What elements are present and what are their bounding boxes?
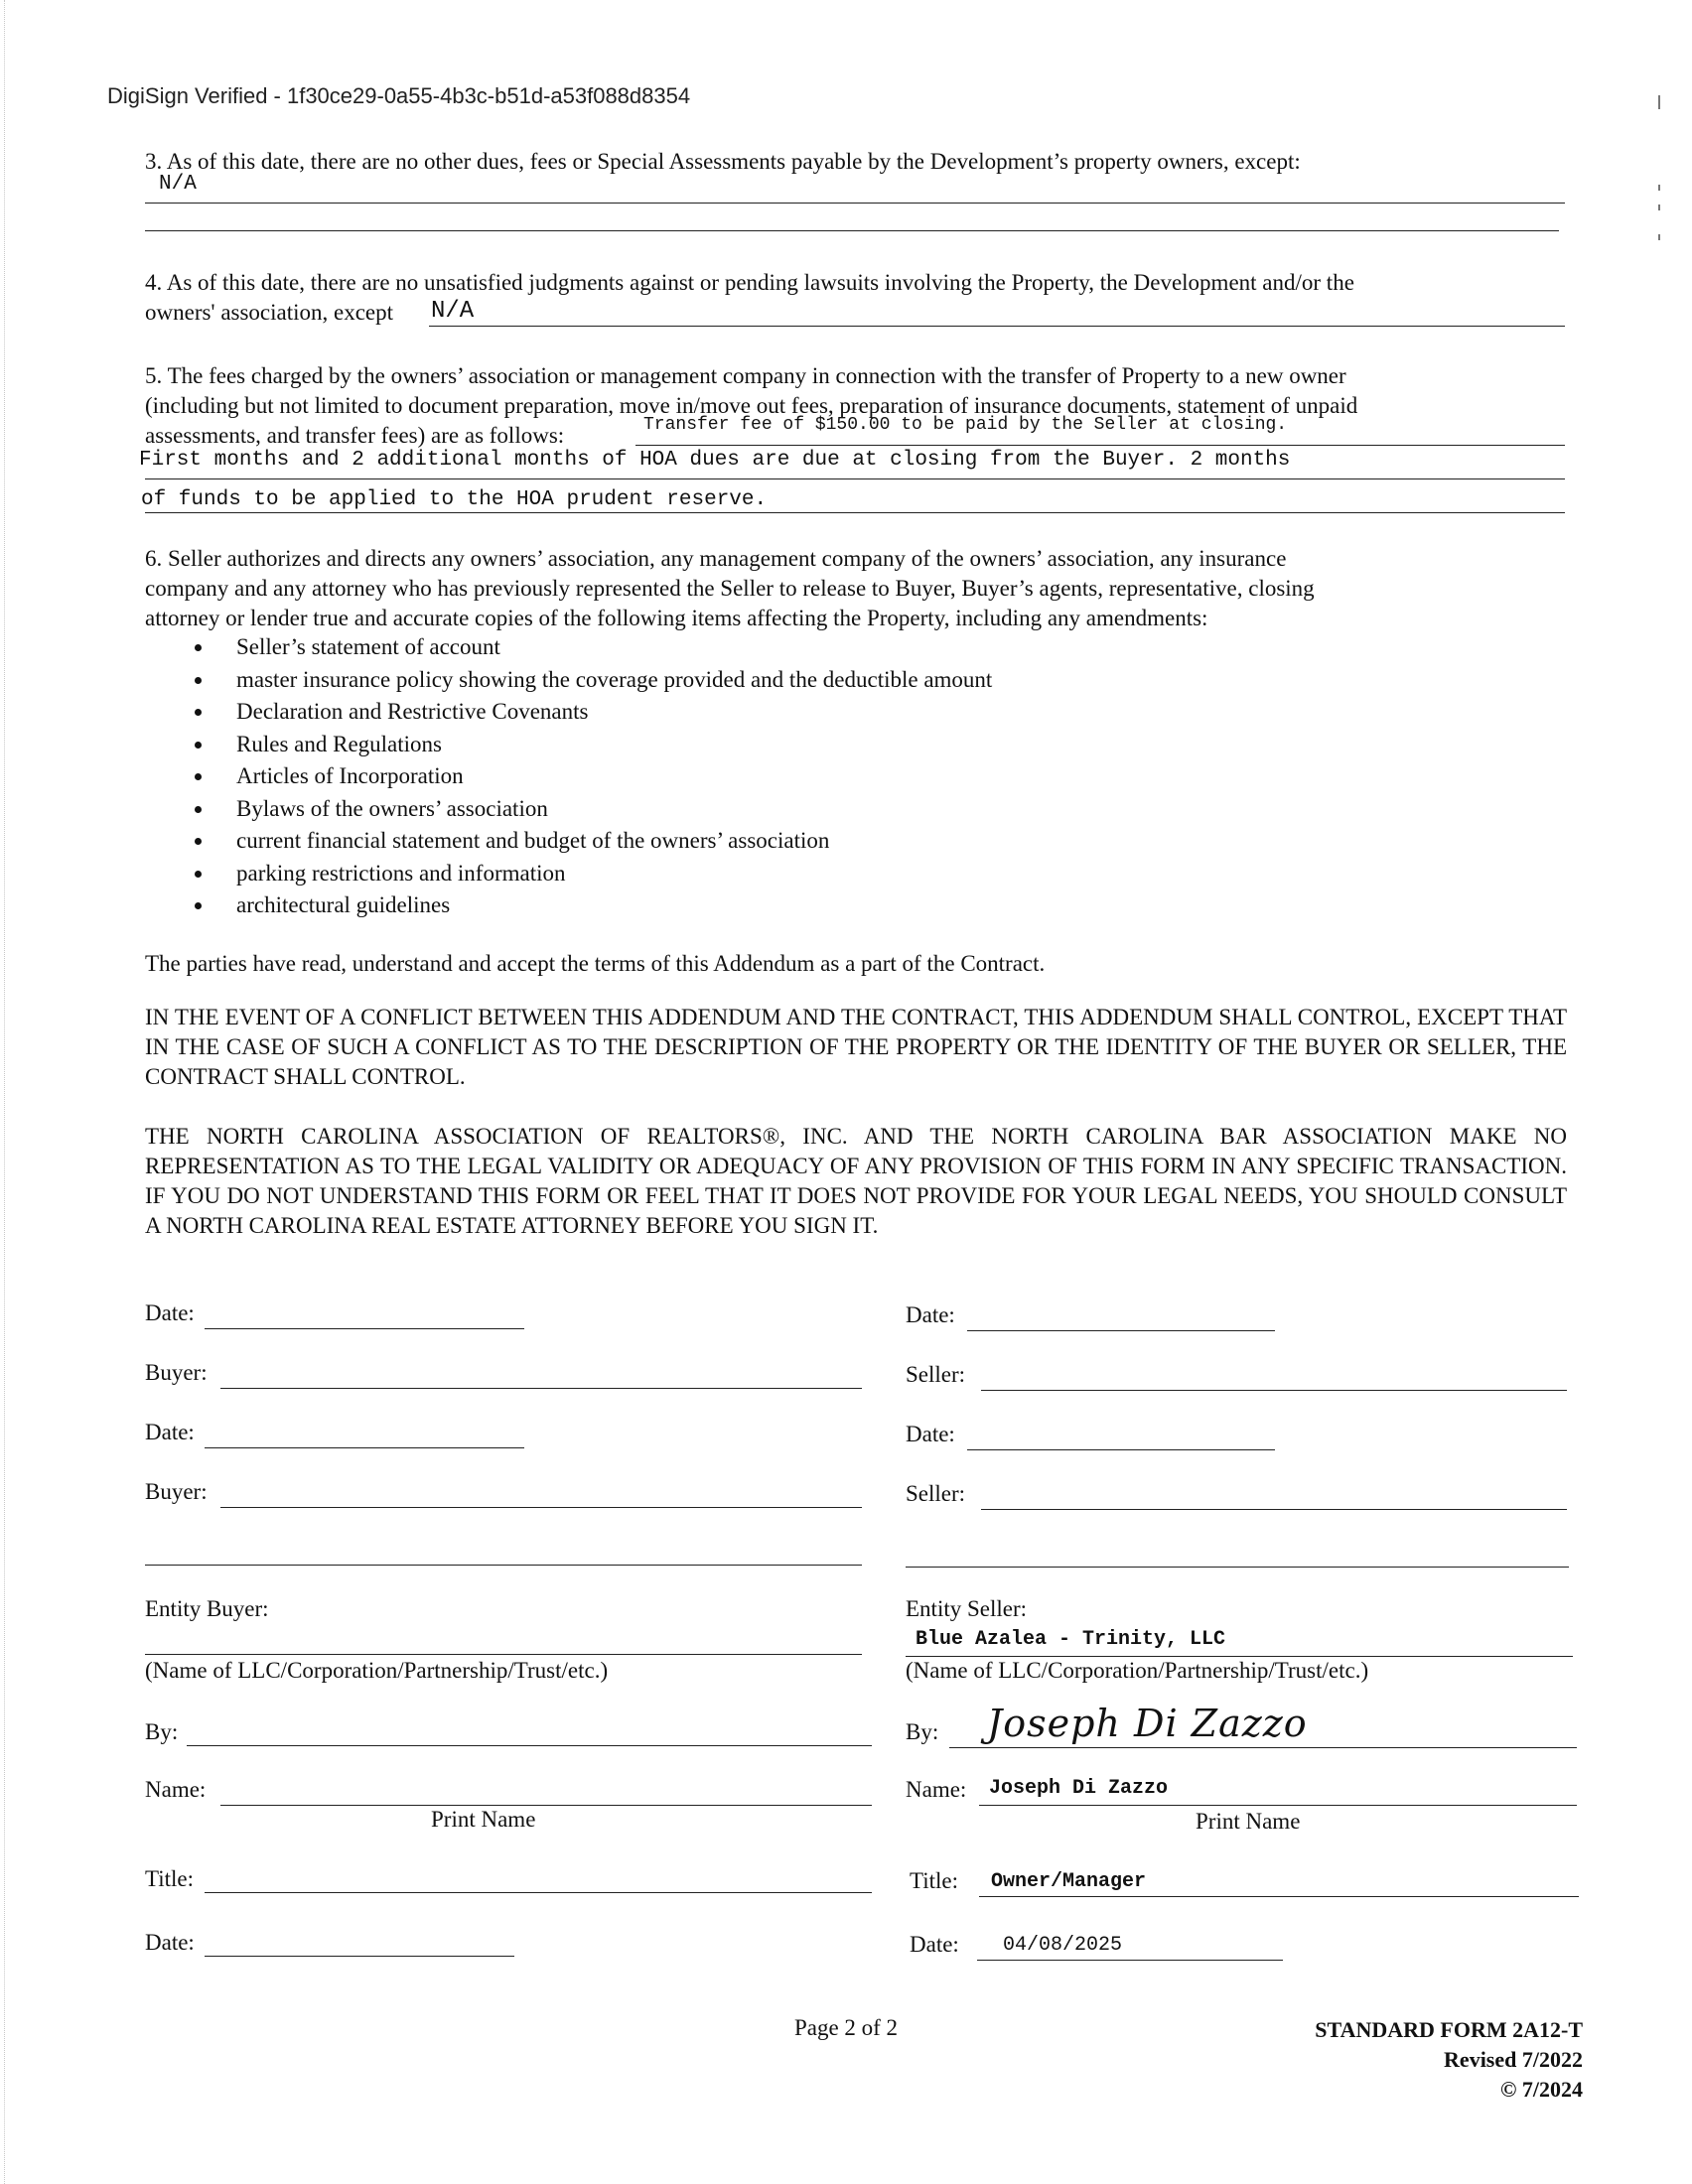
buyer-label: Buyer: <box>145 1360 208 1385</box>
buyer-date-label: Date: <box>145 1300 195 1325</box>
buyer-date-line-2[interactable] <box>205 1447 524 1448</box>
buyer-signature-line[interactable] <box>220 1388 862 1389</box>
entity-seller-title: Owner/Manager <box>991 1870 1147 1893</box>
acceptance-statement: The parties have read, understand and accept the terms of this Addendum as a part of the Contract. <box>145 951 1046 976</box>
seller-label-2: Seller: <box>906 1481 966 1506</box>
section-6-text-line3: attorney or lender true and accurate copies of the following items affecting the Property, including any amendments: <box>145 606 1208 630</box>
section-4-line <box>429 326 1565 327</box>
entity-seller-signature: Joseph Di Zazzo <box>987 1702 1308 1745</box>
entity-seller-name-label: Name: <box>906 1777 967 1802</box>
entity-buyer-name-line[interactable] <box>145 1654 862 1655</box>
section-3-text: 3. As of this date, there are no other dues, fees or Special Assessments payable by the Development’s property owners, except: <box>145 149 1301 174</box>
section-5-fill-line1: Transfer fee of $150.00 to be paid by the Seller at closing. <box>643 415 1288 435</box>
entity-buyer-name-hint: (Name of LLC/Corporation/Partnership/Trust/etc.) <box>145 1658 609 1683</box>
seller-signature-line-2[interactable] <box>981 1509 1567 1510</box>
form-name: STANDARD FORM 2A12-T <box>1315 2017 1583 2042</box>
section-6-text-line1: 6. Seller authorizes and directs any owners’ association, any management company of the owners’ association, any insurance <box>145 546 1287 571</box>
entity-buyer-title-label: Title: <box>145 1866 195 1891</box>
list-item: master insurance policy showing the coverage provided and the deductible amount <box>195 664 992 697</box>
section-5-fill-line3: of funds to be applied to the HOA prudent reserve. <box>141 488 768 511</box>
section-5-fill-line2: First months and 2 additional months of HOA dues are due at closing from the Buyer. 2 months <box>139 449 1291 472</box>
seller-label: Seller: <box>906 1362 966 1387</box>
seller-extra-line[interactable] <box>906 1567 1569 1568</box>
entity-buyer-name-label: Name: <box>145 1777 207 1802</box>
buyer-date-line[interactable] <box>205 1328 524 1329</box>
seller-date-line-2[interactable] <box>967 1449 1275 1450</box>
list-item: current financial statement and budget of the owners’ association <box>195 825 992 858</box>
entity-buyer-by-line[interactable] <box>187 1745 872 1746</box>
list-item: Articles of Incorporation <box>195 760 992 793</box>
buyer-date-label-2: Date: <box>145 1420 195 1444</box>
entity-seller-date-line[interactable] <box>977 1960 1283 1961</box>
list-item: Seller’s statement of account <box>195 631 992 664</box>
section-5-text-line2: (including but not limited to document preparation, move in/move out fees, preparation of insurance documents, statement of unpaid <box>145 393 1358 418</box>
section-6-item-list <box>195 631 992 922</box>
list-item: parking restrictions and information <box>195 858 992 890</box>
conflict-clause: IN THE EVENT OF A CONFLICT BETWEEN THIS ADDENDUM AND THE CONTRACT, THIS ADDENDUM SHALL CONTROL, EXCEPT THAT IN THE CASE OF SUCH A CONFLICT AS TO THE DESCRIPTION OF THE PROPERTY OR THE IDENTITY OF THE BUYER OR SELLER, THE CONTRACT SHALL CONTROL. <box>145 1005 1567 1089</box>
entity-seller-date: 04/08/2025 <box>1003 1934 1123 1957</box>
section-3-line-2 <box>145 230 1559 231</box>
scan-mark <box>1658 185 1660 191</box>
entity-seller-name-hint: (Name of LLC/Corporation/Partnership/Trust/etc.) <box>906 1658 1369 1683</box>
digisign-verification: DigiSign Verified - 1f30ce29-0a55-4b3c-b51d-a53f088d8354 <box>107 83 691 108</box>
section-5-text-line3: assessments, and transfer fees) are as follows: <box>145 423 565 448</box>
list-item: Bylaws of the owners’ association <box>195 793 992 826</box>
entity-seller-name-line[interactable] <box>906 1656 1573 1657</box>
entity-seller-by-line[interactable] <box>949 1747 1577 1748</box>
buyer-label-2: Buyer: <box>145 1479 208 1504</box>
list-item: Declaration and Restrictive Covenants <box>195 696 992 729</box>
entity-buyer-label: Entity Buyer: <box>145 1596 269 1621</box>
section-5-line-1 <box>635 445 1565 446</box>
entity-seller-title-line[interactable] <box>979 1896 1579 1897</box>
entity-buyer-date-line[interactable] <box>205 1956 514 1957</box>
seller-date-label: Date: <box>906 1302 955 1327</box>
entity-seller-label: Entity Seller: <box>906 1596 1028 1621</box>
list-item: architectural guidelines <box>195 889 992 922</box>
form-copyright: © 7/2024 <box>1499 2077 1583 2102</box>
entity-buyer-print-name-line[interactable] <box>220 1805 872 1806</box>
entity-buyer-print-name-caption: Print Name <box>431 1807 536 1832</box>
entity-seller-print-name: Joseph Di Zazzo <box>989 1777 1169 1800</box>
section-4-text-line2: owners' association, except <box>145 300 394 325</box>
section-6-text-line2: company and any attorney who has previously represented the Seller to release to Buyer, Buyer’s agents, representative, closing <box>145 576 1315 601</box>
seller-date-label-2: Date: <box>906 1422 955 1446</box>
form-revised: Revised 7/2022 <box>1444 2047 1583 2072</box>
section-5-line-3 <box>145 512 1565 513</box>
scan-mark <box>1658 95 1660 109</box>
list-item: Rules and Regulations <box>195 729 992 761</box>
section-4-fill: N/A <box>431 298 475 325</box>
entity-buyer-date-label: Date: <box>145 1930 195 1955</box>
scan-margin <box>4 0 6 2184</box>
scan-mark <box>1658 234 1660 240</box>
entity-seller-title-label: Title: <box>910 1868 959 1893</box>
scan-mark <box>1658 205 1660 210</box>
section-5-line-2 <box>145 478 1565 479</box>
entity-seller-date-label: Date: <box>910 1932 959 1957</box>
page-number: Page 2 of 2 <box>793 2015 899 2040</box>
entity-seller-print-name-caption: Print Name <box>1196 1809 1301 1834</box>
buyer-signature-line-2[interactable] <box>220 1507 862 1508</box>
buyer-extra-line[interactable] <box>145 1565 862 1566</box>
entity-seller-print-name-line[interactable] <box>979 1805 1577 1806</box>
form-identifier <box>1315 2015 1583 2105</box>
entity-seller-by-label: By: <box>906 1719 939 1744</box>
section-5-text-line1: 5. The fees charged by the owners’ association or management company in connection with the transfer of Property to a new owner <box>145 363 1346 388</box>
seller-signature-line[interactable] <box>981 1390 1567 1391</box>
section-3-fill: N/A <box>159 173 197 196</box>
section-4-text-line1: 4. As of this date, there are no unsatisfied judgments against or pending lawsuits involving the Property, the Development and/or the <box>145 270 1354 295</box>
section-3-line-1 <box>145 203 1565 204</box>
entity-buyer-by-label: By: <box>145 1719 179 1744</box>
seller-date-line[interactable] <box>967 1330 1275 1331</box>
entity-seller-name: Blue Azalea - Trinity, LLC <box>916 1628 1226 1651</box>
disclaimer: THE NORTH CAROLINA ASSOCIATION OF REALTORS®, INC. AND THE NORTH CAROLINA BAR ASSOCIATION MAKE NO REPRESENTATION AS TO THE LEGAL VALIDITY OR ADEQUACY OF ANY PROVISION OF THIS FORM IN ANY SPECIFIC TRANSACTION. IF YOU DO NOT UNDERSTAND THIS FORM OR FEEL THAT IT DOES NOT PROVIDE FOR YOUR LEGAL NEEDS, YOU SHOULD CONSULT A NORTH CAROLINA REAL ESTATE ATTORNEY BEFORE YOU SIGN IT. <box>145 1124 1567 1238</box>
entity-buyer-title-line[interactable] <box>205 1892 872 1893</box>
